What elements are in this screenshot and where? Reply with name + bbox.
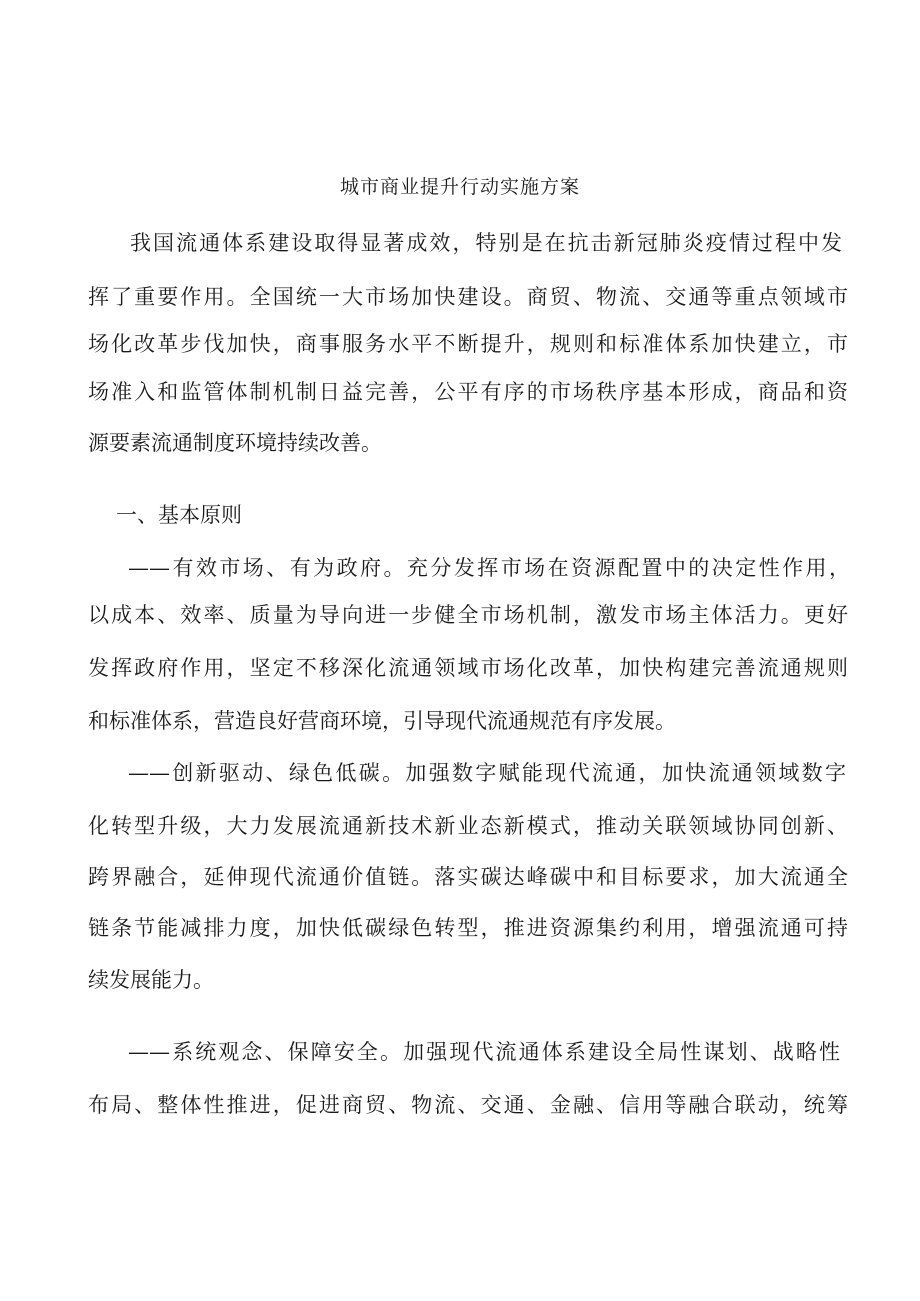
intro-line: 我国流通体系建设取得显著成效，特别是在抗击新冠肺炎疫情过程中发 [130,231,842,255]
principle-2-line: 化转型升级，大力发展流通新技术新业态新模式，推动关联领域协同创新、 [88,814,848,838]
intro-line: 挥了重要作用。全国统一大市场加快建设。商贸、物流、交通等重点领域市 [88,285,848,309]
intro-line: 源要素流通制度环境持续改善。 [88,431,382,455]
principle-2-line: 续发展能力。 [88,968,214,992]
intro-line: 场化改革步伐加快，商事服务水平不断提升，规则和标准体系加快建立，市 [88,332,848,356]
principle-2-line: 跨界融合，延伸现代流通价值链。落实碳达峰碳中和目标要求，加大流通全 [88,865,848,889]
principle-2-line: 链条节能减排力度，加快低碳绿色转型，推进资源集约利用，增强流通可持 [88,916,848,940]
principle-1-line: 发挥政府作用，坚定不移深化流通领域市场化改革，加快构建完善流通规则 [88,656,848,680]
intro-line: 场准入和监管体制机制日益完善，公平有序的市场秩序基本形成，商品和资 [88,380,848,404]
document-title: 城市商业提升行动实施方案 [339,176,580,198]
principle-1-line: 以成本、效率、质量为导向进一步健全市场机制，激发市场主体活力。更好 [88,603,848,627]
principle-1-line: 和标准体系，营造良好营商环境，引导现代流通规范有序发展。 [88,709,676,733]
principle-2-line: ——创新驱动、绿色低碳。加强数字赋能现代流通，加快流通领域数字 [128,761,846,785]
principle-1-line: ——有效市场、有为政府。充分发挥市场在资源配置中的决定性作用， [128,556,850,580]
principle-3-line: 布局、整体性推进，促进商贸、物流、交通、金融、信用等融合联动，统筹 [88,1093,848,1117]
section-heading: 一、基本原则 [116,503,242,527]
principle-3-line: ——系统观念、保障安全。加强现代流通体系建设全局性谋划、战略性 [128,1040,840,1064]
